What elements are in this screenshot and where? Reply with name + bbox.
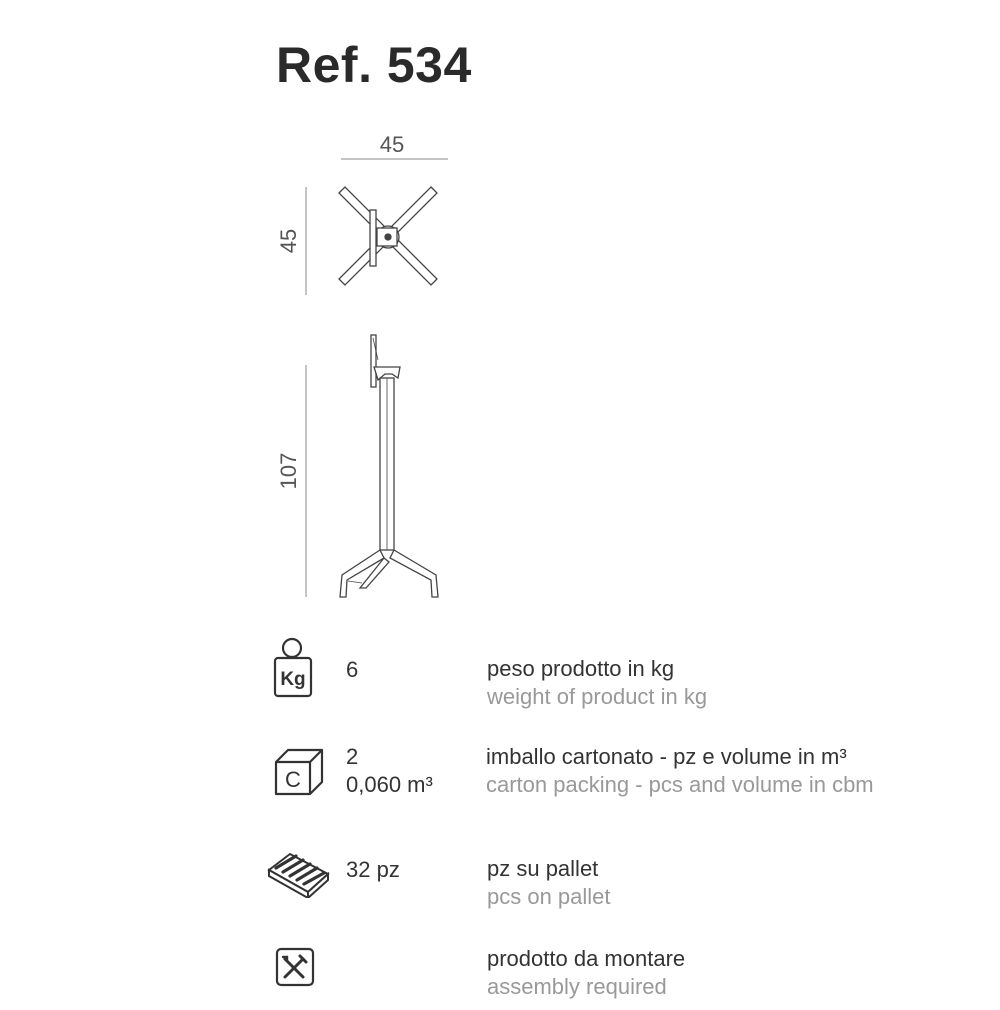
height-dimension xyxy=(276,365,306,597)
assembly-tools-icon xyxy=(274,946,316,988)
top-width-label: 45 xyxy=(379,132,405,157)
pallet-description xyxy=(487,855,611,911)
weight-desc-it: peso prodotto in kg xyxy=(487,656,675,681)
pallet-value: 32 pz xyxy=(346,857,400,882)
base-top-view xyxy=(339,187,437,285)
carton-icon-label: C xyxy=(285,767,301,792)
weight-kg-icon xyxy=(272,636,316,700)
pallet-desc-it: pz su pallet xyxy=(487,856,599,881)
pallet-desc-en: pcs on pallet xyxy=(487,884,611,909)
assembly-desc-it: prodotto da montare xyxy=(487,946,686,971)
carton-value xyxy=(346,743,433,799)
weight-icon-label: Kg xyxy=(280,669,306,690)
weight-description xyxy=(487,655,707,711)
page-title: Ref. 534 xyxy=(276,37,472,93)
top-depth-label: 45 xyxy=(276,228,301,254)
top-width-dimension xyxy=(341,132,448,159)
pallet-icon xyxy=(266,848,332,898)
weight-value: 6 xyxy=(346,657,359,682)
carton-description xyxy=(486,743,874,799)
height-label: 107 xyxy=(276,452,301,490)
carton-desc-it: imballo cartonato - pz e volume in m³ xyxy=(486,744,847,769)
carton-volume: 0,060 m³ xyxy=(346,772,433,797)
base-side-view xyxy=(340,335,438,597)
carton-box-icon xyxy=(272,746,326,796)
weight-desc-en: weight of product in kg xyxy=(487,684,708,709)
carton-pcs: 2 xyxy=(346,744,359,769)
assembly-desc-en: assembly required xyxy=(487,974,667,999)
top-depth-dimension xyxy=(276,187,306,295)
assembly-description xyxy=(487,945,685,1001)
carton-desc-en: carton packing - pcs and volume in cbm xyxy=(486,772,874,797)
